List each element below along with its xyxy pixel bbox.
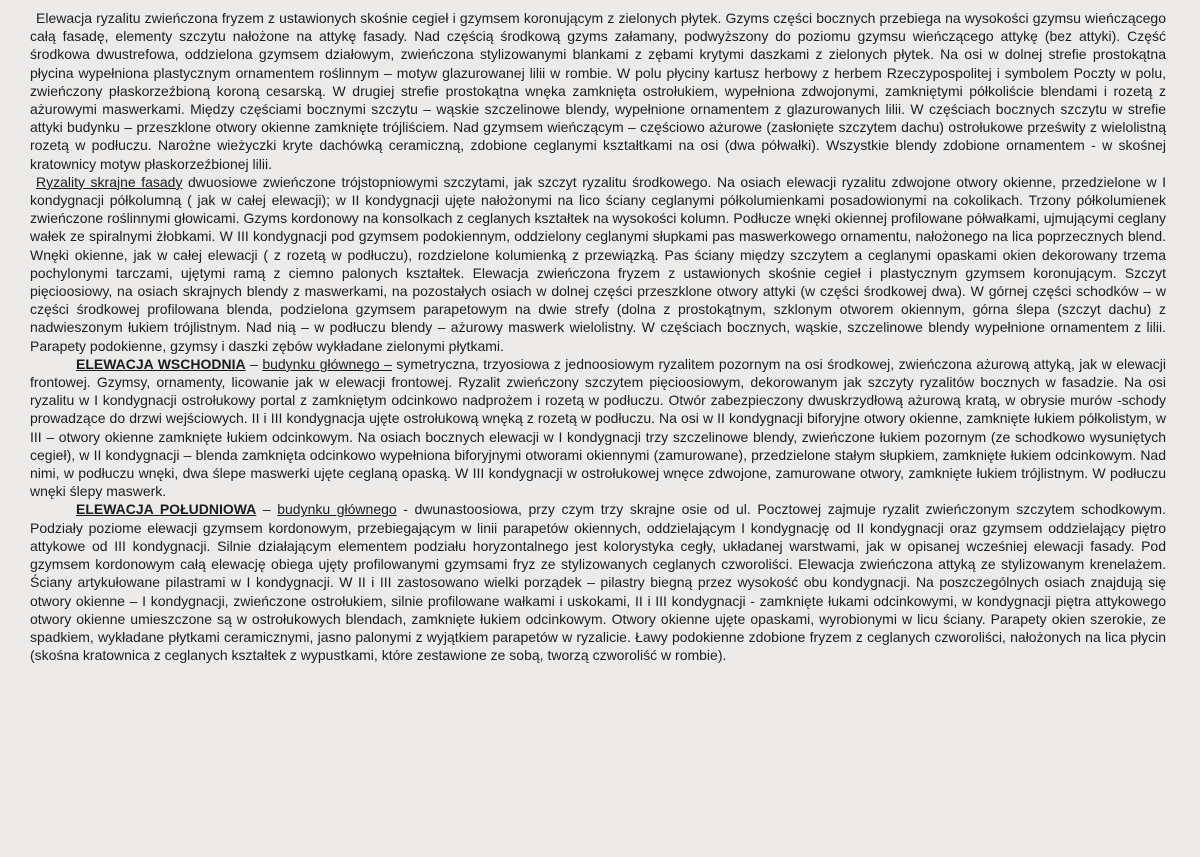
paragraph-elewacja-poludniowa [30, 500, 1166, 664]
paragraph-ryzality-skrajne [30, 173, 1166, 355]
paragraph-elewacja-wschodnia [30, 355, 1166, 501]
section-subheading: budynku głównego [277, 501, 397, 518]
heading-dash: – [245, 355, 263, 372]
section-heading-poludniowa: ELEWACJA POŁUDNIOWA [76, 501, 257, 518]
heading-dash: – [256, 501, 278, 518]
section-subheading: budynku głównego – [262, 355, 392, 372]
paragraph-text: dwuosiowe zwieńczone trójstopniowymi szczytami, jak szczyt ryzalitu środkowego. Na osiach elewacji ryzalitu zdwojone otwory okienne, przedzielone w I kondygnacji półkolumną ( jak w całej elewacji); w II kondygnacji ujęte nałożonymi na lico ściany ceglanymi półkolumienkami posadowionymi na cokolikach. Trzony półkolumienek zwieńczone roślinnymi głowicami. Gzyms kordonowy na konsolkach z ceglanych kształtek na wysokości kolumn. Podłucze wnęki okiennej profilowane półwałkami, ujmującymi ceglany wałek ze spiralnymi żłobkami. W III kondygnacji pod gzymsem podokiennym, oddzielony ceglanymi słupkami pas maswerkowego ornamentu, nałożonego na lica poprzecznych blend. Wnęki okienne, jak w całej elewacji ( z rozetą w podłuczu), rozdzielone kolumienką z przewiązką. Pas ściany między szczytem a ceglanymi opaskami okien dekorowany trzema pochylonymi tarczami, ujętymi ramą z ciemno palonych kształtek. Elewacja zwieńczona fryzem z ustawionych skośnie cegieł i plastycznym gzymsem koronującym. Szczyt pięcioosiowy, na osiach skrajnych blendy z maswerkami, na pozostałych osiach w dolnej części przeszklone otwory attyki (w części środkowej dwa). W górnej części schodków – w części środkowej profilowana blenda, podzielona gzymsem parapetowym na dwie strefy (dolna z prostokątnym, szklonym otworem okiennym, górna ślepa (szczyt dachu) z nadwieszonym łukiem trójlistnym. Nad nią – w podłuczu blendy – ażurowy maswerk wielolistny. W częściach bocznych, wąskie, szczelinowe blendy wypełnione ornamentem z lilii. Parapety podokienne, gzymsy i daszki zębów wykładane zielonymi płytkami. [30, 173, 1166, 354]
paragraph-text: - dwunastoosiowa, przy czym trzy skrajne osie od ul. Pocztowej zajmuje ryzalit zwieńczonym szczytem schodkowym. Podziały poziome elewacji gzymsem kordonowym, przebiegającym w linii parapetów okiennych, oddzielającym I kondygnację od II kondygnacji oraz gzymsem oddzielający piętro attykowe od III kondygnacji. Silnie działającym elementem podziału horyzontalnego jest kolorystyka cegły, układanej warstwami, jak w opisanej wcześniej elewacji fasady. Pod gzymsem kordonowym całą elewację obiega ujęty profilowanymi gzymsami fryz ze stylizowanych ceglanych czworoliści. Elewacja zwieńczona attyką ze stylizowanym krenelażem. Ściany artykułowane pilastrami w I kondygnacji. W II i III zastosowano wielki porządek – pilastry biegną przez wysokość obu kondygnacji. Na poszczególnych osiach znajdują się otwory okienne – I kondygnacji, zwieńczone ostrołukiem, silnie profilowane wałkami i uskokami, II i III kondygnacji - zamknięte łukami odcinkowymi, w kondygnacji piętra attykowego otwory okienne umieszczone są w ostrołukowych blendach, zamknięte łukiem odcinkowym. Otwory okienne ujęte opaskami, wyrobionymi w licu ściany. Parapety okien szerokie, ze spadkiem, wykładane płytkami ceramicznymi, jasno palonymi z wyjątkiem parapetów w ryzalicie. Ławy podokienne zdobione fryzem z ceglanych czworoliści, nałożonych na lica płycin (skośna kratownica z ceglanych kształtek z wypustkami, które zestawione ze sobą, tworzą czworoliść w rombie). [30, 501, 1166, 664]
paragraph-lead: Ryzality skrajne fasady [36, 173, 183, 190]
paragraph-text: symetryczna, trzyosiowa z jednoosiowym ryzalitem pozornym na osi środkowej, zwieńczona ażurową attyką, jak w elewacji frontowej. Gzymsy, ornamenty, licowanie jak w elewacji frontowej. Ryzalit zwieńczony szczytem pięcioosiowym, dekorowanym jak szczyty ryzalitów bocznych w fasadzie. Na osi ryzalitu w I kondygnacji ostrołukowy portal z zamkniętym odcinkowo nadprożem i rozetą w podłuczu. Otwór zabezpieczony dwuskrzydłową ażurową kratą, w obrysie murów -schody prowadzące do drzwi wejściowych. II i III kondygnacja ujęte ostrołukową wnęką z rozetą w podłuczu. Na osi w II kondygnacji biforyjne otwory okienne, zamknięte łukiem półkolistym, w III – otwory okienne zamknięte łukiem odcinkowym. Na osiach bocznych elewacji w I kondygnacji trzy szczelinowe blendy, zwieńczone łukiem pozornym (ze schodkowo wysuniętych cegieł), w II kondygnacji – blenda zamknięta odcinkowo wypełniona biforyjnymi otworami okiennymi (zamurowane), przedzielone stałym słupkiem, zamknięte łukiem odcinkowym. Nad nimi, w podłuczu wnęki, dwa ślepe maswerki ujęte ceglaną opaską. W III kondygnacji w ostrołukowej wnęce zdwojone, zamurowane otwory, zamknięte łukiem trójlistnym. W podłuczu wnęki ślepy maswerk. [30, 355, 1167, 500]
document-text [30, 9, 1166, 664]
paragraph-ryzalit-srodkowy [30, 9, 1166, 173]
section-heading-wschodnia: ELEWACJA WSCHODNIA [76, 355, 246, 372]
paragraph-text: Elewacja ryzalitu zwieńczona fryzem z ustawionych skośnie cegieł i gzymsem koronującym z zielonych płytek. Gzyms części bocznych przebiega na wysokości gzymsu wieńczącego całą fasadę, elementy szczytu nałożone na attykę fasady. Nad częścią środkową gzyms załamany, podwyższony do poziomu gzymsu wieńczącego attykę (bez attyki). Część środkowa dwustrefowa, oddzielona gzymsem działowym, zwieńczona stylizowanymi blankami z zębami krytymi daszkami z zielonych płytek. Na osi w dolnej strefie prostokątna płycina wypełniona plastycznym ornamentem roślinnym – motyw glazurowanej lilii w rombie. W polu płyciny kartusz herbowy z herbem Rzeczypospolitej i symbolem Poczty w polu, zwieńczony płaskorzeźbioną koroną cesarską. W drugiej strefie prostokątna wnęka zamknięta ostrołukiem, wypełniona zdwojonymi, zamkniętymi półkoliście blendami i rozetą z ażurowymi maswerkami. Między częściami bocznymi szczytu – wąskie szczelinowe blendy, wypełnione ornamentem z glazurowanych lilii. W częściach bocznych szczytu w strefie attyki budynku – przeszklone otwory okienne zamknięte trójliściem. Nad gzymsem wieńczącym – częściowo ażurowe (zasłonięte szczytem dachu) ostrołukowe prześwity z wielolistną rozetą w podłuczu. Narożne wieżyczki kryte dachówką ceramiczną, zdobione ceglanymi kształtkami na osi (dwa półwałki). Wszystkie blendy zdobione ornamentem - w skośnej kratownicy motyw płaskorzeźbionej lilii. [30, 10, 1166, 172]
